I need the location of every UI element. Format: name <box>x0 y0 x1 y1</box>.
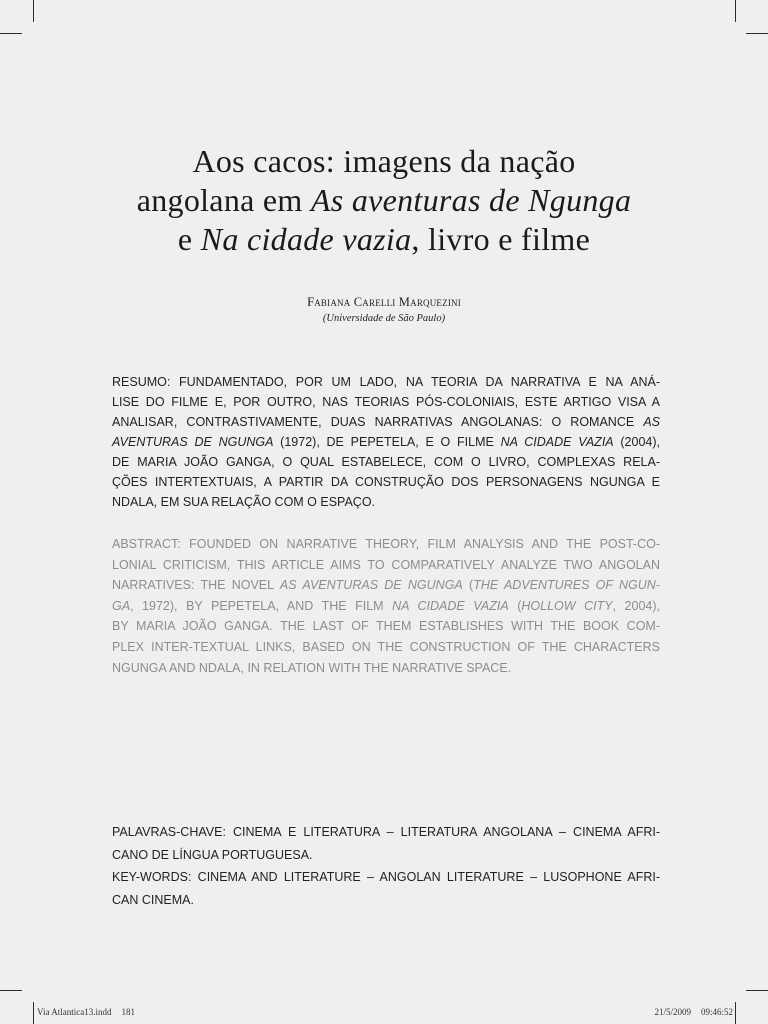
abstract-paragraph <box>112 534 660 678</box>
title-text: , livro e filme <box>411 221 591 257</box>
crop-mark-bottom-right-vertical <box>735 1002 736 1024</box>
keywords-line <box>112 889 660 912</box>
abstract-text: LONIAL CRITICISM, THIS ARTICLE AIMS TO COMPARATIVELY ANALYZE TWO ANGOLAN <box>112 557 660 572</box>
resumo-line <box>112 452 660 472</box>
abstract-text: PLEX INTER-TEXTUAL LINKS, BASED ON THE CONSTRUCTION OF THE CHARACTERS <box>112 639 660 654</box>
resumo-italic-title: AS <box>643 415 660 429</box>
resumo-italic-title: NA CIDADE VAZIA <box>500 435 614 449</box>
author-affiliation: (Universidade de São Paulo) <box>322 313 446 324</box>
resumo-text: ÇÕES INTERTEXTUAIS, A PARTIR DA CONSTRUÇÃO DOS PERSONAGENS NGUNGA E <box>112 475 660 489</box>
keywords-line <box>112 866 660 889</box>
abstract-line <box>112 658 660 679</box>
keywords-text: PALAVRAS-CHAVE: CINEMA E LITERATURA – LITERATURA ANGOLANA – CINEMA AFRI- <box>112 825 660 839</box>
abstract-text: ( <box>508 598 522 613</box>
keywords-text: KEY-WORDS: CINEMA AND LITERATURE – ANGOLAN LITERATURE – LUSOPHONE AFRI- <box>112 870 660 885</box>
resumo-text: LISE DO FILME E, POR OUTRO, NAS TEORIAS PÓS-COLONIAIS, ESTE ARTIGO VISA A <box>112 395 660 409</box>
crop-mark-bottom-left-horizontal <box>0 990 22 991</box>
footer-slug-right <box>654 1006 733 1018</box>
title-line <box>0 142 768 181</box>
resumo-line <box>112 392 660 412</box>
crop-mark-top-right-horizontal <box>746 33 768 34</box>
abstract-line <box>112 575 660 596</box>
abstract-italic-title: GA <box>112 598 131 613</box>
keywords-paragraph <box>112 821 660 912</box>
resumo-text: NDALA, EM SUA RELAÇÃO COM O ESPAÇO. <box>112 495 376 509</box>
title-text: e <box>177 221 201 257</box>
footer-slug-left <box>37 1006 135 1018</box>
resumo-line <box>112 372 660 392</box>
crop-mark-top-right-vertical <box>735 0 736 22</box>
title-text: Aos cacos: imagens da nação <box>192 143 576 179</box>
abstract-text: NGUNGA AND NDALA, IN RELATION WITH THE NARRATIVE SPACE. <box>112 660 512 675</box>
resumo-line <box>112 412 660 432</box>
footer-file-name: Via Atlantica13.indd <box>37 1007 112 1017</box>
abstract-line <box>112 616 660 637</box>
footer-time: 09:46:52 <box>700 1007 733 1017</box>
title-text: angolana em <box>136 182 311 218</box>
abstract-text: , 2004), <box>612 598 660 613</box>
crop-mark-top-left-horizontal <box>0 33 22 34</box>
title-italic-text: Na cidade vazia <box>200 221 412 257</box>
resumo-text: ANALISAR, CONTRASTIVAMENTE, DUAS NARRATIVAS ANGOLANAS: O ROMANCE <box>112 415 644 429</box>
abstract-line <box>112 555 660 576</box>
abstract-text: NARRATIVES: THE NOVEL <box>112 578 280 593</box>
keywords-text: CAN CINEMA. <box>112 893 194 908</box>
resumo-line <box>112 472 660 492</box>
resumo-text: DE MARIA JOÃO GANGA, O QUAL ESTABELECE, COM O LIVRO, COMPLEXAS RELA- <box>112 455 660 469</box>
footer-date: 21/5/2009 <box>654 1007 691 1017</box>
title-line <box>0 220 768 259</box>
resumo-text: (1972), DE PEPETELA, E O FILME <box>273 435 501 449</box>
footer-page-number: 181 <box>121 1007 135 1017</box>
keywords-text: CANO DE LÍNGUA PORTUGUESA. <box>112 847 313 862</box>
abstract-text: BY MARIA JOÃO GANGA. THE LAST OF THEM ESTABLISHES WITH THE BOOK COM- <box>112 619 660 634</box>
abstract-italic-title: THE ADVENTURES OF NGUN- <box>473 578 660 593</box>
crop-mark-bottom-right-horizontal <box>746 990 768 991</box>
crop-mark-top-left-vertical <box>33 0 34 22</box>
keywords-line <box>112 844 660 867</box>
resumo-text: RESUMO: FUNDAMENTADO, POR UM LADO, NA TEORIA DA NARRATIVA E NA ANÁ- <box>112 375 660 389</box>
title-line <box>0 181 768 220</box>
resumo-italic-title: AVENTURAS DE NGUNGA <box>112 435 274 449</box>
abstract-italic-title: AS AVENTURAS DE NGUNGA <box>279 578 463 593</box>
abstract-line <box>112 596 660 617</box>
resumo-line <box>112 492 660 512</box>
abstract-italic-title: NA CIDADE VAZIA <box>392 598 509 613</box>
abstract-text: ( <box>462 578 474 593</box>
abstract-line <box>112 534 660 555</box>
crop-mark-bottom-left-vertical <box>33 1002 34 1024</box>
resumo-text: (2004), <box>613 435 660 449</box>
abstract-line <box>112 637 660 658</box>
article-title <box>0 142 768 259</box>
abstract-text: ABSTRACT: FOUNDED ON NARRATIVE THEORY, FILM ANALYSIS AND THE POST-CO- <box>112 537 660 551</box>
resumo-paragraph <box>112 372 660 512</box>
title-italic-text: As aventuras de Ngunga <box>310 182 632 218</box>
abstract-italic-title: HOLLOW CITY <box>521 598 613 613</box>
abstract-text: , 1972), BY PEPETELA, AND THE FILM <box>130 598 393 613</box>
resumo-line <box>112 432 660 452</box>
keywords-line <box>112 821 660 844</box>
author-name: Fabiana Carelli Marquezini <box>307 295 461 309</box>
